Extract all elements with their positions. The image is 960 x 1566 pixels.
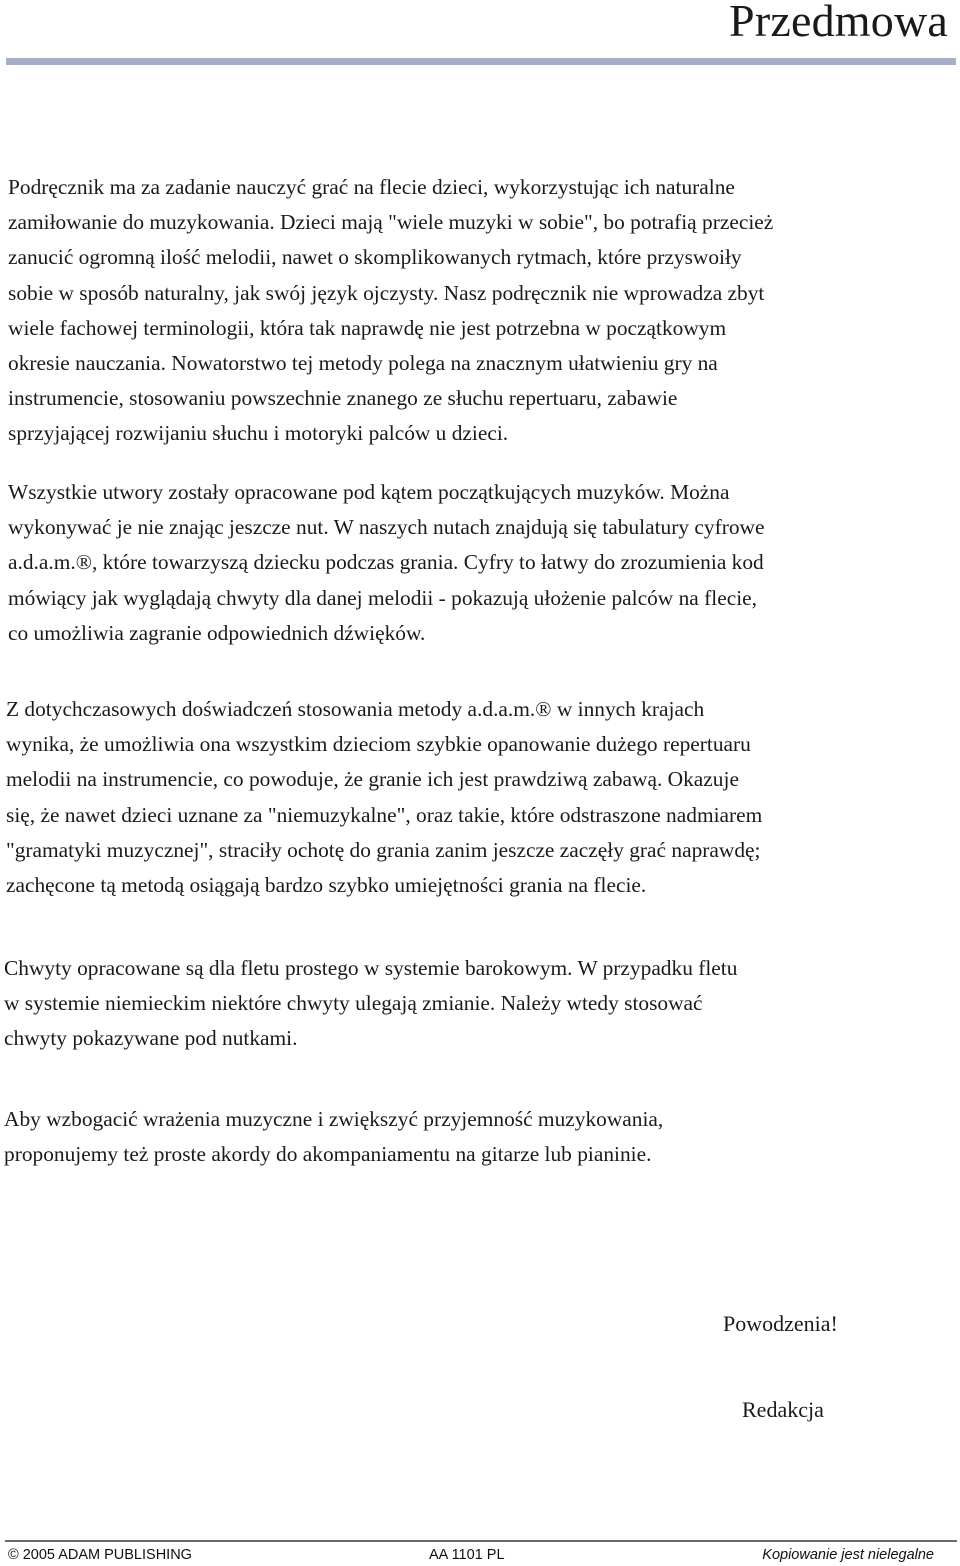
- text-line: proponujemy też proste akordy do akompaniamentu na gitarze lub pianinie.: [4, 1142, 652, 1167]
- text-line: co umożliwia zagranie odpowiednich dźwięków.: [8, 620, 426, 645]
- text-line: zanucić ogromną ilość melodii, nawet o skomplikowanych rytmach, które przyswoiły: [8, 245, 742, 270]
- text-line: "gramatyki muzycznej", straciły ochotę do grania zanim jeszcze zaczęły grać naprawdę;: [6, 837, 761, 862]
- paragraph-fingerings: [4, 951, 956, 1057]
- closing-signature: Redakcja: [742, 1397, 824, 1422]
- paragraph-chords: [4, 1102, 956, 1172]
- footer-copy-notice: Kopiowanie jest nielegalne: [762, 1547, 934, 1563]
- text-line: chwyty pokazywane pod nutkami.: [4, 1026, 298, 1051]
- text-line: zamiłowanie do muzykowania. Dzieci mają "wiele muzyki w sobie", bo potrafią przecież: [8, 210, 774, 235]
- closing-greeting: Powodzenia!: [723, 1311, 838, 1336]
- text-line: instrumencie, stosowaniu powszechnie znanego ze słuchu repertuaru, zabawie: [8, 386, 678, 411]
- text-line: Wszystkie utwory zostały opracowane pod kątem początkujących muzyków. Można: [8, 480, 730, 504]
- text-line: a.d.a.m.®, które towarzyszą dziecku podczas grania. Cyfry to łatwy do zrozumienia kod: [8, 550, 764, 575]
- text-line: zachęcone tą metodą osiągają bardzo szybko umiejętności grania na flecie.: [6, 873, 647, 898]
- text-line: wynika, że umożliwia ona wszystkim dzieciom szybkie opanowanie dużego repertuaru: [6, 732, 751, 757]
- paragraph-tablature: [8, 475, 960, 651]
- page-title: Przedmowa: [729, 0, 948, 46]
- footer-catalog-number: AA 1101 PL: [429, 1547, 505, 1563]
- text-line: Z dotychczasowych doświadczeń stosowania metody a.d.a.m.® w innych krajach: [6, 697, 705, 721]
- text-line: wiele fachowej terminologii, która tak naprawdę nie jest potrzebna w początkowym: [8, 315, 727, 340]
- text-line: się, że nawet dzieci uznane za "niemuzykalne", oraz takie, które odstraszone nadmiarem: [6, 802, 763, 827]
- text-line: melodii na instrumencie, co powoduje, że granie ich jest prawdziwą zabawą. Okazuje: [6, 767, 739, 792]
- text-line: sobie w sposób naturalny, jak swój język ojczysty. Nasz podręcznik nie wprowadza zbyt: [8, 280, 765, 305]
- footer-copyright: © 2005 ADAM PUBLISHING: [8, 1547, 192, 1563]
- text-line: wykonywać je nie znając jeszcze nut. W naszych nutach znajdują się tabulatury cyfrowe: [8, 515, 765, 540]
- text-line: w systemie niemieckim niektóre chwyty ulegają zmianie. Należy wtedy stosować: [4, 991, 703, 1016]
- text-line: Aby wzbogacić wrażenia muzyczne i zwiększyć przyjemność muzykowania,: [4, 1107, 664, 1131]
- text-line: Podręcznik ma za zadanie nauczyć grać na flecie dzieci, wykorzystując ich naturalne: [8, 175, 735, 199]
- paragraph-experience: [6, 692, 958, 903]
- title-underline-rule: [6, 58, 956, 65]
- footer-divider: [5, 1540, 957, 1542]
- paragraph-intro: [8, 170, 960, 452]
- text-line: sprzyjającej rozwijaniu słuchu i motoryki palców u dzieci.: [8, 421, 509, 446]
- text-line: Chwyty opracowane są dla fletu prostego w systemie barokowym. W przypadku fletu: [4, 956, 738, 980]
- text-line: mówiący jak wyglądają chwyty dla danej melodii - pokazują ułożenie palców na flecie,: [8, 585, 757, 610]
- text-line: okresie nauczania. Nowatorstwo tej metody polega na znacznym ułatwieniu gry na: [8, 351, 718, 376]
